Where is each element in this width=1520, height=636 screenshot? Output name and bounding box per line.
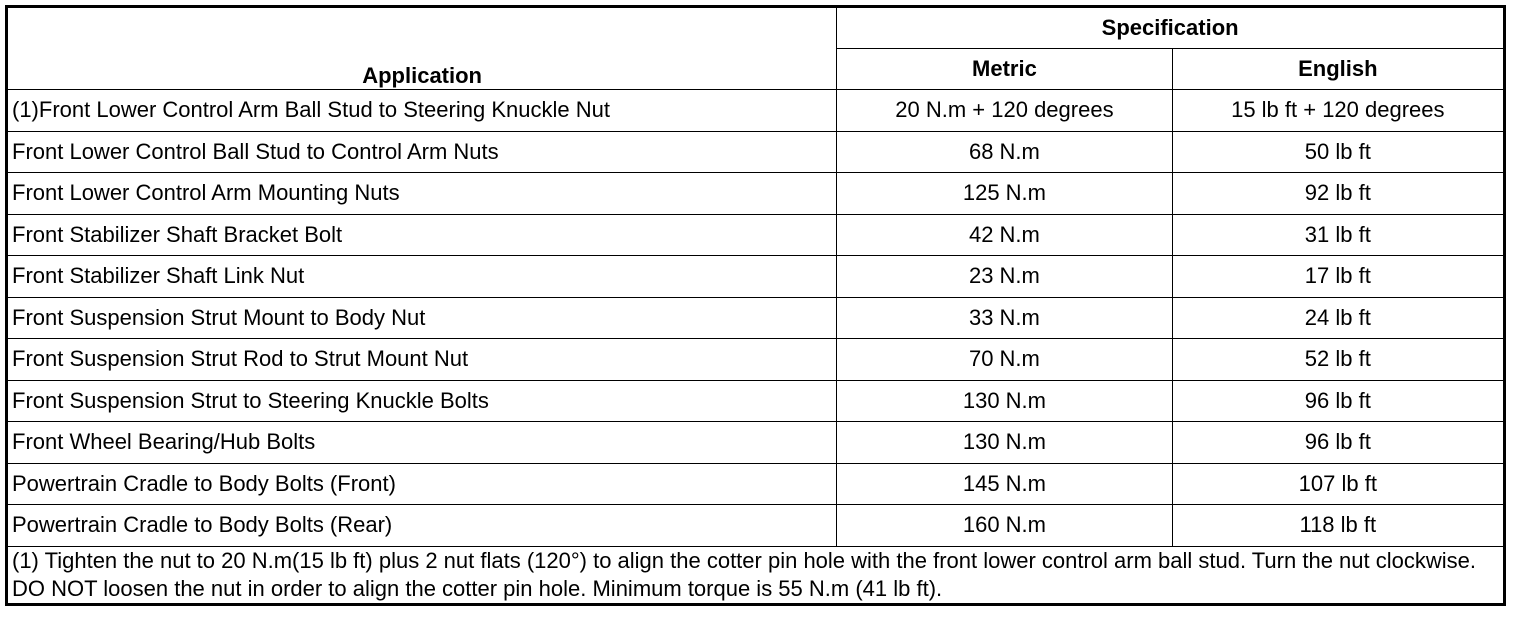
english-cell: 17 lb ft: [1172, 256, 1504, 298]
metric-cell: 160 N.m: [837, 505, 1172, 547]
footnote: (1) Tighten the nut to 20 N.m(15 lb ft) plus 2 nut flats (120°) to align the cotter pin hole with the front lower control arm ball stud. Turn the nut clockwise. DO NOT loosen the nut in order to align the cotter pin hole. Minimum torque is 55 N.m (41 lb ft).: [7, 546, 1505, 604]
application-cell: Front Wheel Bearing/Hub Bolts: [7, 422, 837, 464]
english-cell: 50 lb ft: [1172, 131, 1504, 173]
metric-cell: 130 N.m: [837, 380, 1172, 422]
metric-cell: 33 N.m: [837, 297, 1172, 339]
table-row: [7, 339, 1505, 381]
english-header: English: [1172, 48, 1504, 90]
english-cell: 52 lb ft: [1172, 339, 1504, 381]
english-cell: 118 lb ft: [1172, 505, 1504, 547]
english-cell: 15 lb ft + 120 degrees: [1172, 90, 1504, 132]
application-cell: Front Suspension Strut Mount to Body Nut: [7, 297, 837, 339]
table-row: [7, 297, 1505, 339]
english-cell: 107 lb ft: [1172, 463, 1504, 505]
table-row: [7, 173, 1505, 215]
english-cell: 96 lb ft: [1172, 380, 1504, 422]
metric-cell: 42 N.m: [837, 214, 1172, 256]
application-cell: Front Suspension Strut to Steering Knuckle Bolts: [7, 380, 837, 422]
english-cell: 24 lb ft: [1172, 297, 1504, 339]
metric-header: Metric: [837, 48, 1172, 90]
metric-cell: 20 N.m + 120 degrees: [837, 90, 1172, 132]
application-cell: Front Lower Control Arm Mounting Nuts: [7, 173, 837, 215]
torque-spec-table: [5, 5, 1506, 606]
application-cell: (1)Front Lower Control Arm Ball Stud to Steering Knuckle Nut: [7, 90, 837, 132]
english-cell: 92 lb ft: [1172, 173, 1504, 215]
metric-cell: 125 N.m: [837, 173, 1172, 215]
application-cell: Front Stabilizer Shaft Link Nut: [7, 256, 837, 298]
application-cell: Powertrain Cradle to Body Bolts (Rear): [7, 505, 837, 547]
english-cell: 96 lb ft: [1172, 422, 1504, 464]
table-row: [7, 380, 1505, 422]
application-cell: Front Suspension Strut Rod to Strut Mount Nut: [7, 339, 837, 381]
application-cell: Front Lower Control Ball Stud to Control Arm Nuts: [7, 131, 837, 173]
table-row: [7, 214, 1505, 256]
table-row: [7, 463, 1505, 505]
table-row: [7, 90, 1505, 132]
specification-header: Specification: [837, 7, 1505, 49]
metric-cell: 130 N.m: [837, 422, 1172, 464]
footnote-row: [7, 546, 1505, 604]
english-cell: 31 lb ft: [1172, 214, 1504, 256]
table-row: [7, 256, 1505, 298]
header-row-top: [7, 7, 1505, 49]
application-cell: Powertrain Cradle to Body Bolts (Front): [7, 463, 837, 505]
metric-cell: 145 N.m: [837, 463, 1172, 505]
application-cell: Front Stabilizer Shaft Bracket Bolt: [7, 214, 837, 256]
table-row: [7, 131, 1505, 173]
metric-cell: 68 N.m: [837, 131, 1172, 173]
application-header: Application: [7, 7, 837, 90]
table-row: [7, 422, 1505, 464]
metric-cell: 70 N.m: [837, 339, 1172, 381]
metric-cell: 23 N.m: [837, 256, 1172, 298]
table-row: [7, 505, 1505, 547]
